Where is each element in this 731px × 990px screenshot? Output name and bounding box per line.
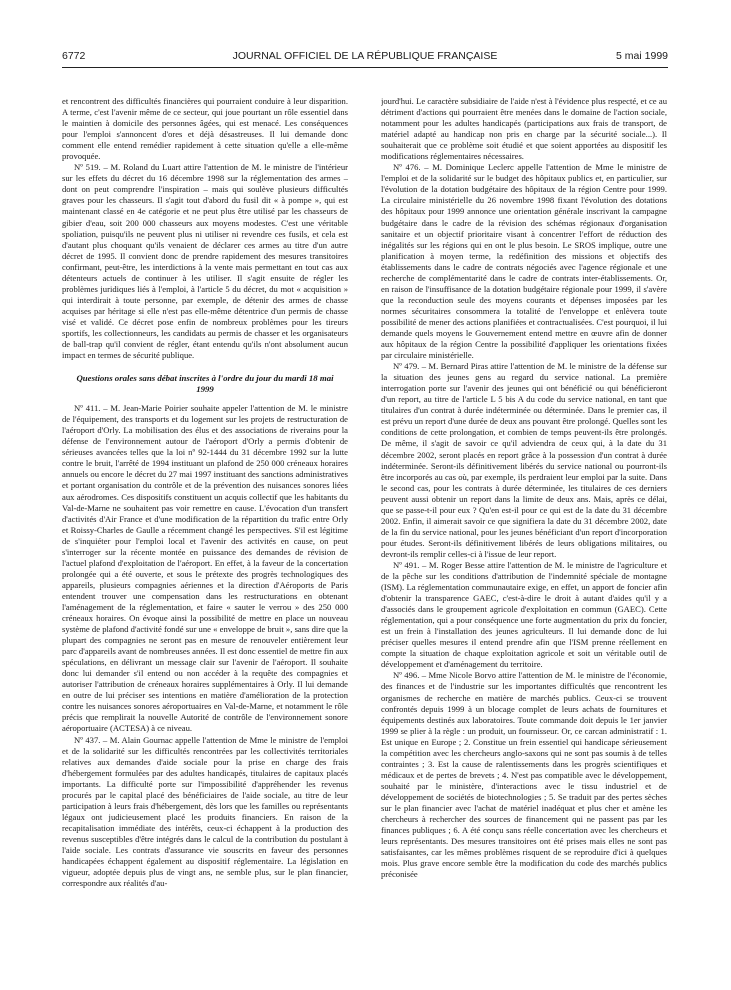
section-title: Questions orales sans débat inscrites à l'ordre du jour du mardi 18 mai 1999 bbox=[76, 373, 334, 395]
right-column bbox=[381, 96, 667, 986]
page-header bbox=[62, 50, 668, 66]
paragraph: Nº 491. – M. Roger Besse attire l'attention de M. le ministre de l'agriculture et de la pêche sur les conditions d'attribution de l'indemnité spéciale de montagne (ISM). La réglementation communautaire exige, en effet, un apport de foncier afin d'obtenir la transparence GAEC, c'est-à-dire le droit à autant d'aides qu'il y a d'associés dans le groupement agricole d'exploitation en commun (GAEC). Cette réglementation, qui a pour conséquence une forte augmentation du prix du foncier, est un frein à l'installation des jeunes agriculteurs. Il lui demande donc de lui préciser quelles mesures il entend prendre afin que l'ISM prenne réellement en compte la situation de chaque exploitation agricole et soit un véritable outil de développement et d'aménagement du territoire. bbox=[381, 559, 667, 670]
header-rule bbox=[62, 67, 668, 68]
paragraph: Nº 479. – M. Bernard Piras attire l'attention de M. le ministre de la défense sur la situation des jeunes gens au regard du service national. La première interrogation porte sur l'avenir des jeunes qui ont bénéficié ou qui bénéficieront d'un report, au titre de l'article L 5 bis A du code du service national, en tant que titulaires d'un contrat à durée indéterminée ou déterminée. Dans le premier cas, il est prévu un report d'une durée de deux ans pouvant être prolongé. Quelles sont les conditions de cette prolongation, et combien de temps peuvent-ils être prolongés. De même, il s'agit de savoir ce qu'il adviendra de ceux qui, à la date du 31 décembre 2002, seront placés en report grâce à la possession d'un contrat à durée indéterminée. Seront-ils définitivement libérés du service national ou pourront-ils être incorporés au cas où, par exemple, ils perdraient leur emploi par la suite. Dans le second cas, pour les contrats à durée déterminée, les titulaires de ces derniers peuvent aussi obtenir un report dans la limite de deux ans. Mais, après ce délai, que se passe-t-il pour eux ? Qu'en est-il pour ce qui est de la date du 31 décembre 2002. Enfin, il aimerait savoir ce que signifiera la date du 31 décembre 2002, date de la fin du service national, pour les jeunes bénéficiant d'un report d'incorporation pour études. Seront-ils définitivement libérés de leurs obligations militaires, ou devront-ils remplir celles-ci à l'issue de leur report. bbox=[381, 361, 667, 559]
paragraph: et rencontrent des difficultés financières qui pourraient conduire à leur disparition. A terme, c'est l'avenir même de ce secteur, qui joue pourtant un rôle essentiel dans le maintien à domicile des personnes âgées, qui est menacé. Les conséquences pour l'emploi s'annoncent d'ores et déjà désastreuses. Il lui demande donc comment elle entend remédier rapidement à cette situation qu'elle a elle-même provoquée. bbox=[62, 96, 348, 162]
paragraph: Nº 476. – M. Dominique Leclerc appelle l'attention de Mme le ministre de l'emploi et de la solidarité sur le budget des hôpitaux publics et, en particulier, sur l'évolution de la dotation budgétaire des hôpitaux de la région Centre pour 1999. La circulaire ministérielle du 26 novembre 1998 fixant l'évolution des dotations des hôpitaux pour 1999 annonce une orientation générale inscrivant la campagne budgétaire dans le cadre de la révision des schémas régionaux d'organisation sanitaire et un objectif prioritaire visant à concentrer l'effort de réduction des inégalités sur les régions qui en ont le plus besoin. Le SROS implique, outre une planification à moyen terme, la redéfinition des missions et objectifs des établissements dans le cadre de contrats négociés avec l'agence régionale et une recherche de complémentarité dans le cadre de contrats inter-établissements. Or, en raison de l'insuffisance de la dotation budgétaire régionale pour 1999, il s'avère que la reconduction seule des moyens courants et dépenses imposées par les normes sécuritaires consommera la totalité de l'enveloppe et enlèvera toute possibilité de mener des actions planifiées et contractualisées. C'est pourquoi, il lui demande quels moyens le Gouvernement entend mettre en œuvre afin de donner aux hôpitaux de la région Centre la possibilité d'appliquer les orientations fixées par circulaire ministérielle. bbox=[381, 162, 667, 361]
paragraph: Nº 519. – M. Roland du Luart attire l'attention de M. le ministre de l'intérieur sur les effets du décret du 16 décembre 1998 sur la réglementation des armes – dont on peut comprendre l'inspiration – mais qui soulève plusieurs difficultés graves pour les chasseurs. Il s'agit tout d'abord du fusil dit « à pompe », qui est maintenant classé en 4e catégorie et ne peut plus être utilisé par les chasseurs de gibier d'eau, soit 200 000 chasseurs aux moyens modestes. C'est une véritable spoliation, puisqu'ils ne peuvent plus ni utiliser ni revendre ces fusils, et cela est d'autant plus choquant qu'ils venaient de déclarer ces armes au titre d'un autre décret de 1995. Il convient donc de prendre rapidement des mesures transitoires confirmant, peut-être, les interdictions à la vente mais permettant en tout cas aux détenteurs actuels de continuer à les utiliser. Il s'agit ensuite de régler les problèmes juridiques liés à l'emploi, à l'article 5 du décret, du mot « acquisition » qui interdirait à toute personne, par exemple, de détenir des armes de chasse acquises par héritage si elle n'est pas elle-même détentrice d'un permis de chasse visé et validé. Ce décret pose enfin de nombreux problèmes pour les tireurs sportifs, les collectionneurs, les candidats au permis de chasser et les organisateurs de ball-trap qu'il convient de régler, étant entendu qu'ils n'ont absolument aucun impact en termes de sécurité publique. bbox=[62, 162, 348, 361]
page-number: 6772 bbox=[62, 50, 86, 62]
paragraph: Nº 437. – M. Alain Gournac appelle l'attention de Mme le ministre de l'emploi et de la solidarité sur les difficultés rencontrées par les collectivités territoriales relatives aux demandes d'aide sociale pour la prise en charge des frais d'hébergement formulées par des adultes handicapés, titulaires de capitaux placés importants. La difficulté porte sur l'impossibilité d'appréhender les revenus procurés par le capital placé des bénéficiaires de l'aide sociale, au titre de leur participation à leurs frais d'hébergement, dès lors que les familles ou représentants légaux ont judicieusement placé les produits financiers. En raison de la recapitalisation immédiate des intérêts, ceux-ci échappent à la production des revenus susceptibles d'être intégrés dans le calcul de la contribution du postulant à l'aide sociale. Les contrats d'assurance vie souscrits en faveur des personnes handicapées échappent également au dispositif réglementaire. La législation en vigueur, adoptée depuis plus de vingt ans, ne semble plus, sur le plan financier, correspondre aux réalités d'au- bbox=[62, 734, 348, 889]
paragraph: jourd'hui. Le caractère subsidiaire de l'aide n'est à l'évidence plus respecté, et ce au détriment d'actions qui pourraient être menées dans le domaine de l'action sociale, notamment pour les adultes handicapés (participations aux frais de transport, de matériel adapté au handicap non pris en charge par la sécurité sociale...). Il souhaiterait que ce problème soit étudié et que soient apportées au dispositif les modifications réglementaires nécessaires. bbox=[381, 96, 667, 162]
paragraph: Nº 496. – Mme Nicole Borvo attire l'attention de M. le ministre de l'économie, des finances et de l'industrie sur les importantes difficultés que rencontrent les organismes de recherche en matière de marchés publics. Ceux-ci se trouvent confrontés depuis 1999 à un blocage complet de leurs achats de fournitures et équipements destinés aux laboratoires. Toute commande doit depuis le 1er janvier 1999 se plier à la règle : un produit, un fournisseur. Or, ce carcan administratif : 1. Est unique en Europe ; 2. Constitue un frein essentiel qui handicape sérieusement la compétition avec les chercheurs anglo-saxons qui ne sont pas soumis à de telles contraintes ; 3. Est la cause de ralentissements dans les progrès scientifiques et médicaux et de pertes de brevets ; 4. N'est pas compatible avec le développement, souhaité par le ministère, d'interactions avec le tissu industriel et de développement de sociétés de biotechnologies ; 5. Se traduit par des pertes sèches sur le plan financier avec l'achat de matériel inadéquat et plus cher et amène les chercheurs à rechercher des sources de financement qui ne passent pas par les finances publiques ; 6. A été conçu sans réelle concertation avec les chercheurs et leurs représentants. Des mesures transitoires ont été prises mais elles ne sont pas satisfaisantes, car les mêmes problèmes risquent de se reproduire d'ici à quelques mois. Plus grave encore semble être la modification du code des marchés publics préconisée bbox=[381, 670, 667, 880]
publication-date: 5 mai 1999 bbox=[616, 50, 668, 62]
paragraph: Nº 411. – M. Jean-Marie Poirier souhaite appeler l'attention de M. le ministre de l'équipement, des transports et du logement sur les projets de restructuration de l'aéroport d'Orly. La mobilisation des élus et des associations de riverains pour la défense de l'environnement autour de l'aéroport d'Orly a permis d'obtenir de sérieuses avancées telles que la loi nº 92-1444 du 31 décembre 1992 sur la lutte contre le bruit, l'arrêté de 1994 instituant un plafond de 250 000 créneaux horaires annuels ou encore le décret du 27 mai 1997 instituant des sanctions administratives et portant organisation du contrôle et de la prévention des nuisances sonores liées aux aérodromes. Ces dispositifs constituent un acquis collectif que les habitants du Val-de-Marne ne souhaitent pas voir remettre en cause. L'évocation d'un transfert d'activités d'Air France et d'une modification de la répartition du trafic entre Orly et Roissy-Charles de Gaulle a récemment changé les perspectives. S'il est légitime de s'inquiéter pour l'emploi local et l'avenir des activités en cause, on peut s'interroger sur la récente montée en puissance des demandes de révision de l'actuel plafond d'exploitation de l'aéroport. En effet, à la faveur de la concertation prolongée qui a été ouverte, et sous le prétexte des progrès technologiques des appareils, plusieurs compagnies aériennes et la direction d'Aéroports de Paris entendent trouver une compensation dans les restructurations en obtenant l'aménagement de la réglementation, et faire « sauter le verrou » des 250 000 créneaux horaires. On évoque ainsi la possibilité de mettre en place un nouveau système de plafond d'activité fondé sur une « enveloppe de bruit », sans dire que la plupart des compagnies ne seront pas en mesure de renouveler entièrement leur parc d'appareils avant de nombreuses années. Il est donc essentiel de mettre fin aux spéculations, en délivrant un message clair sur l'avenir de l'aéroport. Il souhaite donc lui demander s'il entend ou non accéder à la requête des compagnies et autoriser l'attribution de créneaux horaires supplémentaires à Orly. Il lui demande en outre de lui préciser ses intentions en matière d'amélioration de la protection contre les nuisances sonores aéroportuaires en Val-de-Marne, et notamment le rôle précis que remplirait la nouvelle Autorité de contrôle de l'environnement sonore aéroportuaire (ACTESA) à ce niveau. bbox=[62, 403, 348, 734]
journal-title: JOURNAL OFFICIEL DE LA RÉPUBLIQUE FRANÇAISE bbox=[232, 50, 498, 62]
left-column bbox=[62, 96, 348, 986]
